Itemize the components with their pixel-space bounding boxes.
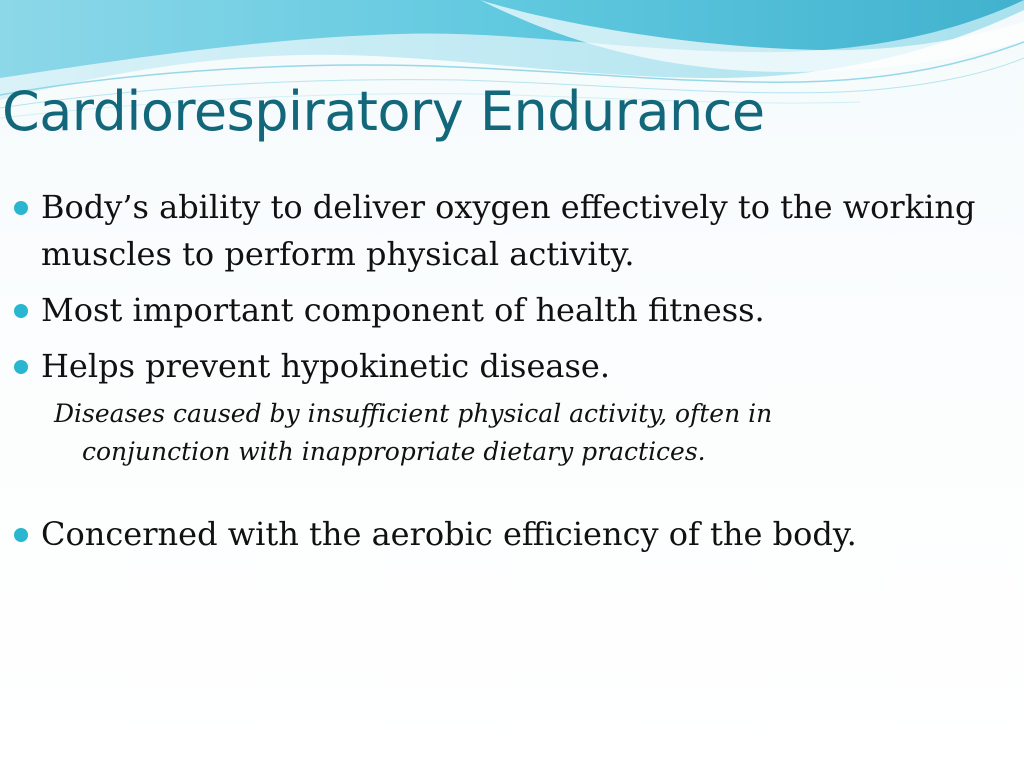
bullet-marker-icon [14, 360, 28, 374]
bullet-text: Concerned with the aerobic efficiency of the body. [41, 515, 857, 553]
sub-note-text: Diseases caused by insufficient physical activity, often in conjunction with inappropriate dietary practices. [54, 399, 773, 466]
bullet-item [0, 511, 1000, 558]
bullet-marker-icon [14, 528, 28, 542]
sub-note [0, 395, 1000, 471]
bullet-item [0, 287, 1000, 334]
bullet-text: Body’s ability to deliver oxygen effectively to the working muscles to perform physical activity. [41, 188, 976, 273]
slide-title: Cardiorespiratory Endurance [2, 80, 765, 143]
bullet-item [0, 184, 1000, 278]
bullet-list [0, 184, 1000, 567]
bullet-marker-icon [14, 304, 28, 318]
bullet-marker-icon [14, 201, 28, 215]
bullet-text: Helps prevent hypokinetic disease. [41, 347, 611, 385]
bullet-text: Most important component of health fitness. [41, 291, 765, 329]
bullet-item [0, 343, 1000, 390]
